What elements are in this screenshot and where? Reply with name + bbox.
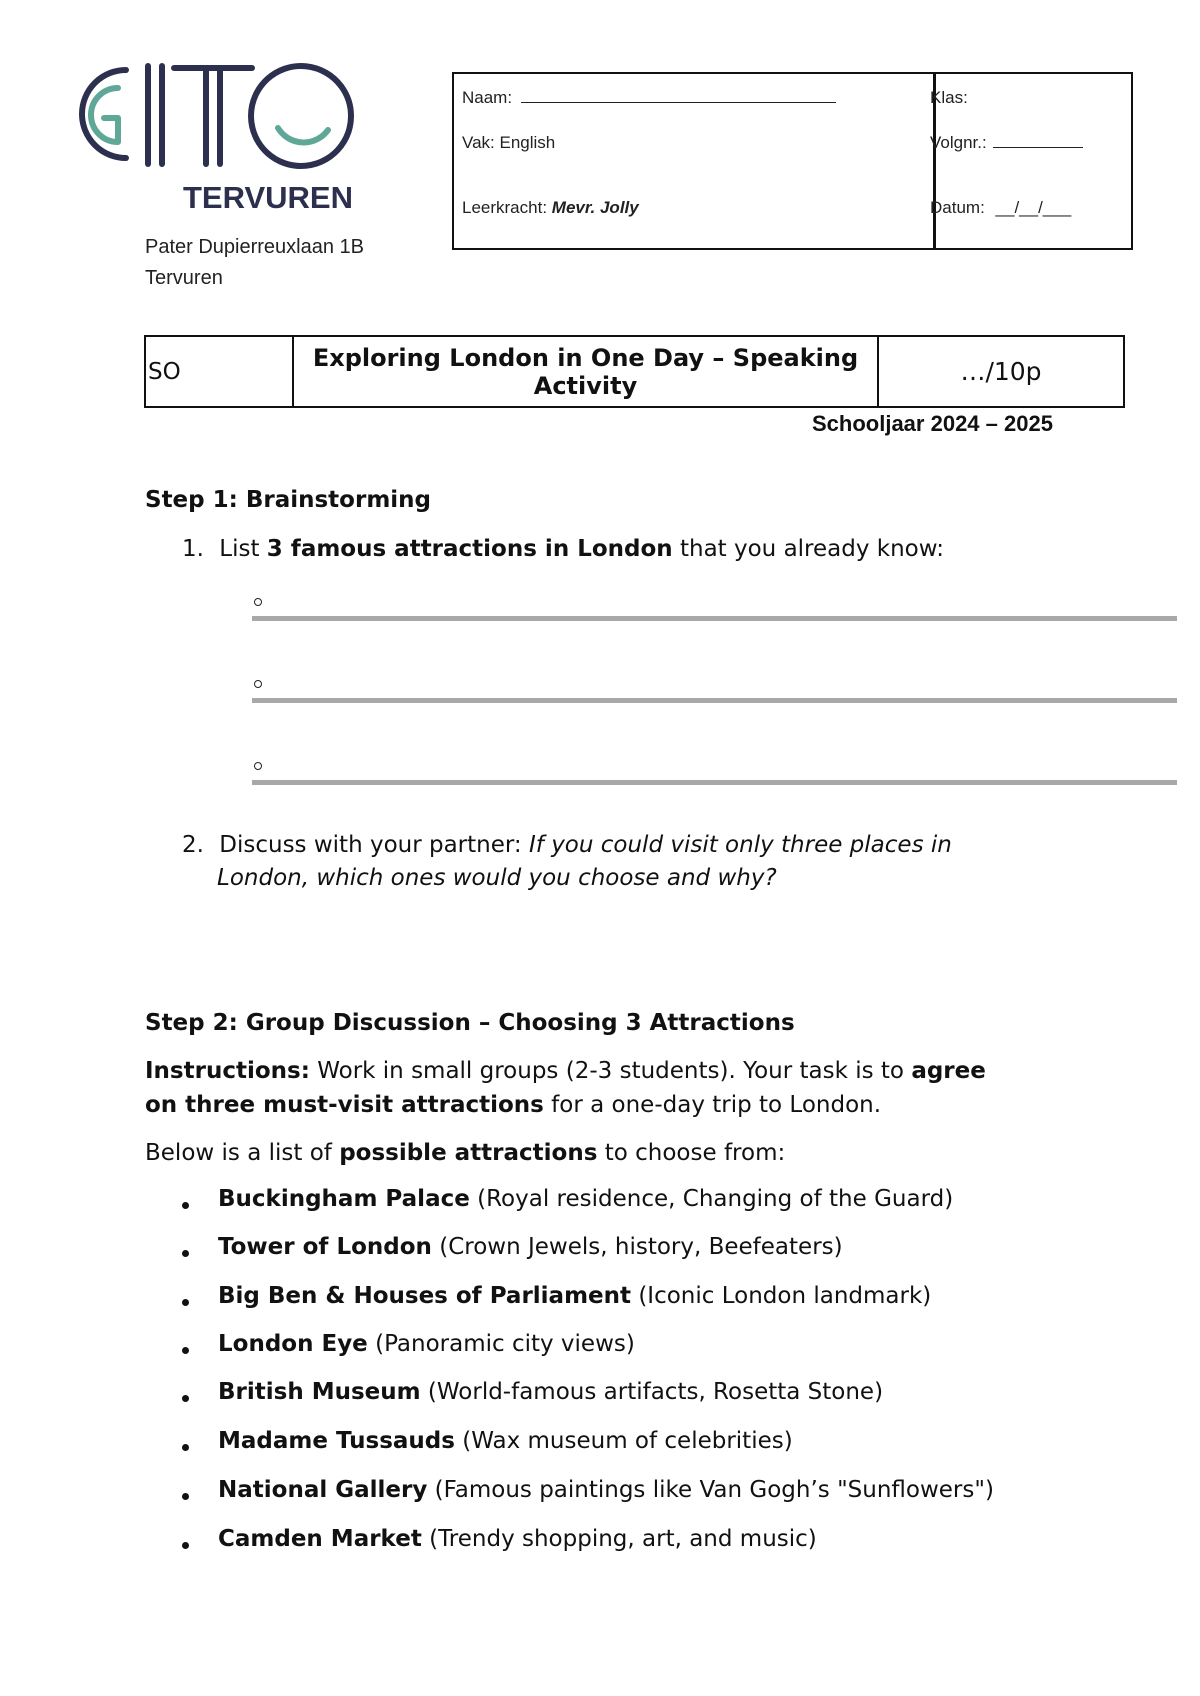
bullet [182, 1202, 189, 1209]
attraction-name: Tower of London [218, 1234, 432, 1260]
attraction-british-museum [218, 1379, 883, 1405]
attraction-desc: (Wax museum of celebrities) [454, 1428, 793, 1454]
attraction-name: Big Ben & Houses of Parliament [218, 1283, 632, 1309]
student-info-box [452, 72, 1133, 250]
attraction-desc: (Panoramic city views) [367, 1331, 635, 1357]
title-cell [294, 337, 879, 406]
answer-line-1[interactable] [252, 616, 1177, 621]
address-town: Tervuren [145, 267, 223, 289]
attraction-madame-tussauds [218, 1428, 793, 1454]
step2-heading: Step 2: Group Discussion – Choosing 3 Attractions [145, 1010, 795, 1036]
answer-bullet-1 [254, 598, 262, 606]
test-code-cell [146, 337, 294, 406]
list-intro-bold: possible attractions [339, 1140, 598, 1166]
name-label: Naam: [462, 88, 513, 107]
answer-line-3[interactable] [252, 780, 1177, 785]
attraction-camden-market [218, 1526, 817, 1552]
instructions-line2 [145, 1088, 881, 1122]
attraction-buckingham-palace [218, 1186, 953, 1212]
attraction-name: London Eye [218, 1331, 368, 1357]
list-intro-pre: Below is a list of [145, 1140, 340, 1166]
test-code: SO [148, 358, 181, 385]
name-field[interactable] [462, 88, 836, 108]
teacher-field [462, 198, 639, 218]
question-2-number: 2. [182, 832, 204, 858]
question-1-text-bold: 3 famous attractions in London [266, 536, 673, 562]
question-1-text-pre: List [219, 536, 267, 562]
attraction-name: British Museum [218, 1379, 421, 1405]
instructions-text1: Work in small groups (2-3 students). Your task is to [309, 1058, 912, 1084]
attraction-desc: (Trendy shopping, art, and music) [421, 1526, 817, 1552]
bullet [182, 1444, 189, 1451]
bullet [182, 1250, 189, 1257]
subject-label: Vak: [462, 133, 495, 152]
answer-line-2[interactable] [252, 698, 1177, 703]
attraction-desc: (Royal residence, Changing of the Guard) [469, 1186, 954, 1212]
number-field[interactable] [930, 133, 1083, 153]
attraction-name: National Gallery [218, 1477, 428, 1503]
instructions-label: Instructions: [145, 1058, 310, 1084]
bullet [182, 1542, 189, 1549]
teacher-value: Mevr. Jolly [551, 198, 639, 217]
school-address [145, 232, 364, 294]
attraction-tower-of-london [218, 1234, 843, 1260]
attraction-desc: (World-famous artifacts, Rosetta Stone) [420, 1379, 884, 1405]
bullet [182, 1347, 189, 1354]
school-year: Schooljaar 2024 – 2025 [812, 411, 1053, 436]
date-blank[interactable]: __/__/___ [995, 198, 1072, 217]
date-field[interactable] [930, 198, 1071, 218]
instructions-bold-must-visit: on three must-visit attractions [145, 1092, 544, 1118]
answer-bullet-2 [254, 680, 262, 688]
class-label: Klas: [930, 88, 968, 107]
question-2 [182, 828, 952, 862]
question-2-text-pre: Discuss with your partner: [219, 832, 529, 858]
attraction-london-eye [218, 1331, 635, 1357]
instructions-line1 [145, 1054, 986, 1088]
address-street: Pater Dupierreuxlaan 1B [145, 236, 365, 258]
teacher-label: Leerkracht: [462, 198, 548, 217]
attraction-name: Camden Market [218, 1526, 422, 1552]
activity-title: Exploring London in One Day – Speaking Activity [312, 343, 859, 400]
question-1-text-post: that you already know: [672, 536, 945, 562]
score-cell [879, 337, 1123, 406]
question-2-continued [217, 861, 777, 895]
instructions-bold-agree: agree [911, 1058, 986, 1084]
name-blank[interactable] [521, 88, 836, 103]
date-label: Datum: [930, 198, 985, 217]
answer-bullet-3 [254, 762, 262, 770]
list-intro [145, 1136, 785, 1170]
gito-logo [46, 58, 386, 218]
question-2-italic-line1: If you could visit only three places in [529, 832, 952, 858]
question-2-italic-line2: London, which ones would you choose and why? [217, 865, 777, 891]
subject-field [462, 133, 555, 153]
attraction-desc: (Famous paintings like Van Gogh’s "Sunflowers") [427, 1477, 994, 1503]
bullet [182, 1299, 189, 1306]
question-1 [182, 532, 944, 566]
instructions-text2: for a one-day trip to London. [543, 1092, 882, 1118]
question-1-number: 1. [182, 536, 204, 562]
class-field[interactable] [930, 88, 968, 108]
attraction-national-gallery [218, 1477, 994, 1503]
attraction-name: Buckingham Palace [218, 1186, 470, 1212]
score: …/10p [960, 357, 1042, 386]
number-label: Volgnr.: [930, 133, 987, 152]
list-intro-post: to choose from: [597, 1140, 786, 1166]
attraction-big-ben [218, 1283, 931, 1309]
step1-heading: Step 1: Brainstorming [145, 487, 432, 513]
attraction-name: Madame Tussauds [218, 1428, 455, 1454]
bullet [182, 1395, 189, 1402]
attraction-desc: (Crown Jewels, history, Beefeaters) [431, 1234, 843, 1260]
number-blank[interactable] [993, 133, 1083, 148]
title-table [144, 335, 1125, 408]
subject-value: English [499, 133, 556, 152]
logo-subtitle: TERVUREN [183, 180, 353, 215]
bullet [182, 1493, 189, 1500]
attraction-desc: (Iconic London landmark) [631, 1283, 932, 1309]
